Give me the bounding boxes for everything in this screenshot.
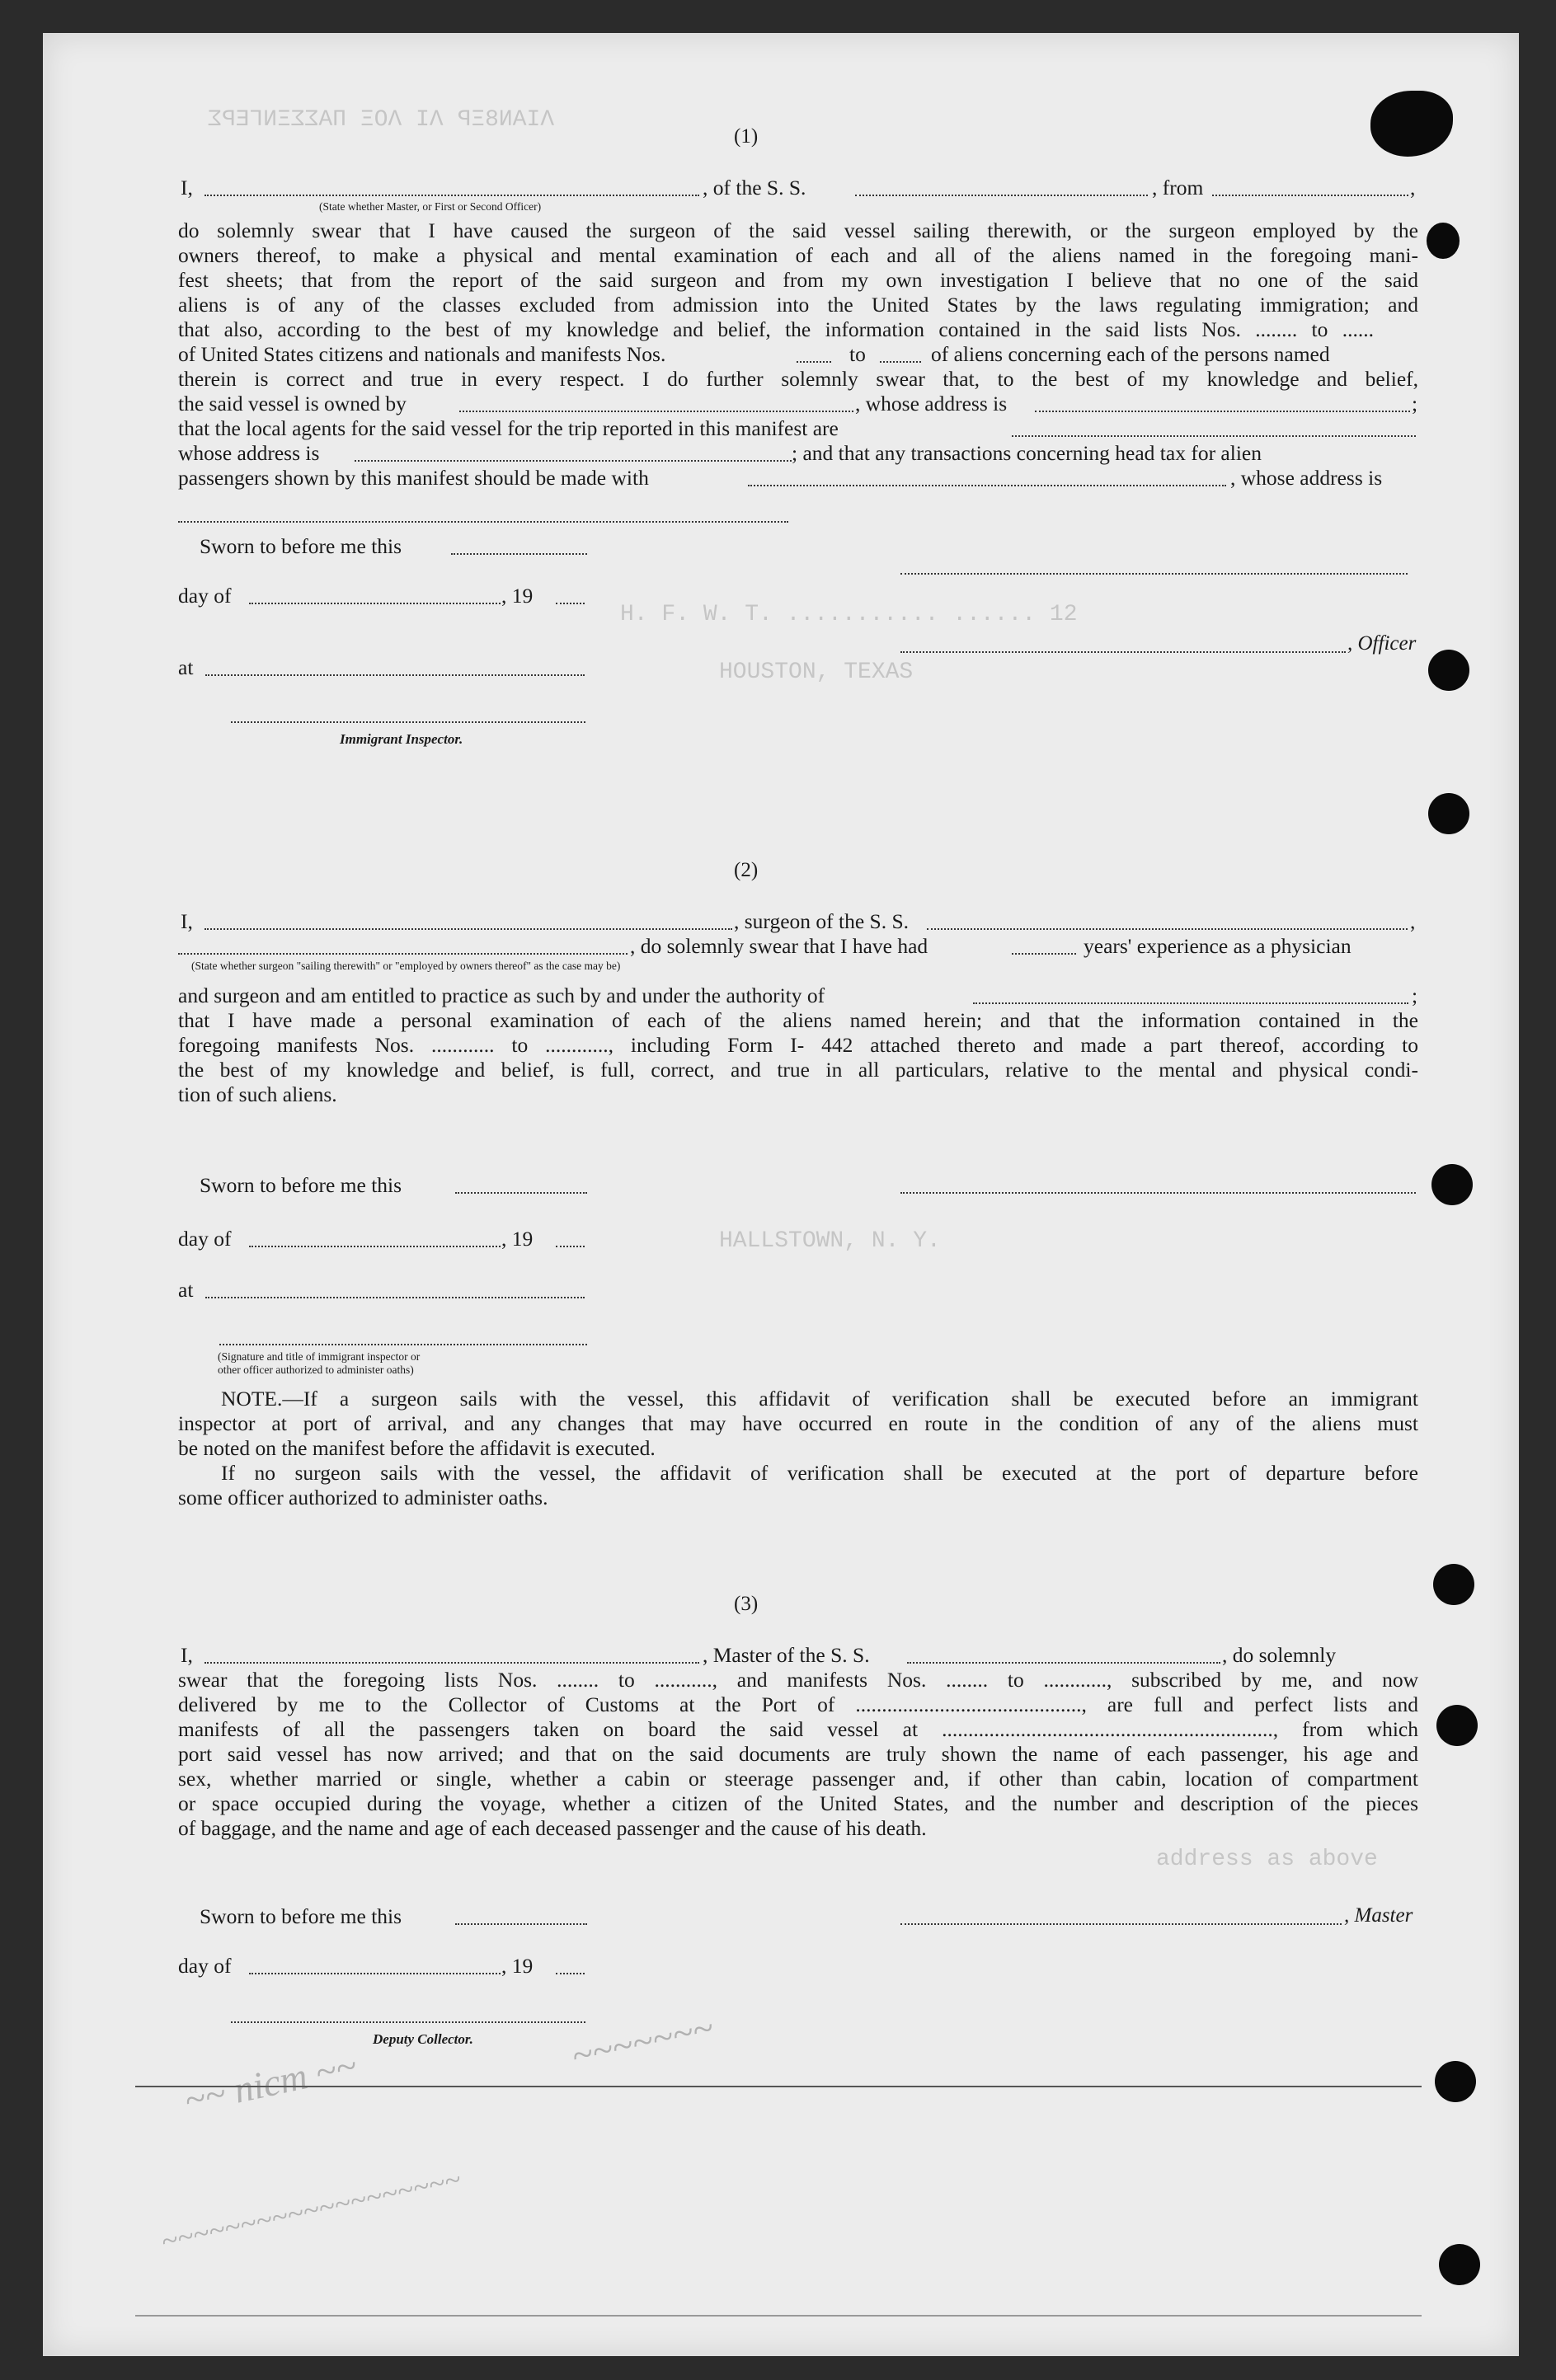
semicolon: ; bbox=[1412, 983, 1418, 1007]
bleed-through-text: address as above bbox=[1156, 1847, 1378, 1872]
to-label: to bbox=[849, 342, 866, 366]
section-1-para-line: fest sheets; that from the report of the said surgeon and from my own investigation I believe that no one of the said bbox=[178, 268, 1418, 292]
sworn-label: Sworn to before me this bbox=[200, 1173, 402, 1197]
sworn-date-field[interactable] bbox=[455, 1192, 587, 1194]
surgeon-name-field[interactable] bbox=[204, 928, 732, 930]
surgeon-vessel-field[interactable] bbox=[927, 928, 1408, 930]
master-name-field[interactable] bbox=[204, 1662, 699, 1664]
day-month-field[interactable] bbox=[249, 603, 501, 604]
day-of-label: day of bbox=[178, 1954, 232, 1978]
deputy-collector-label: Deputy Collector. bbox=[373, 2031, 473, 2047]
sworn-date-field[interactable] bbox=[455, 1923, 587, 1925]
at-place-field[interactable] bbox=[205, 1297, 585, 1298]
whose-address-label: , whose address is bbox=[855, 392, 1008, 415]
section-3-number: (3) bbox=[734, 1593, 759, 1615]
whose-address-label: , whose address is bbox=[1230, 466, 1383, 490]
vessel-name-field[interactable] bbox=[855, 195, 1148, 196]
manifest-to-field[interactable] bbox=[880, 361, 921, 363]
form-page bbox=[43, 33, 1519, 2356]
section-3-para-line: or space occupied during the voyage, whether a citizen of the United States, and the number and description of the pieces bbox=[178, 1791, 1418, 1815]
section-3-para-line: delivered by me to the Collector of Customs at the Port of ..........................................., are full and perfect lists and bbox=[178, 1692, 1418, 1716]
year-field[interactable] bbox=[556, 1246, 585, 1247]
handwriting-mark: ~~~~~~~ bbox=[567, 2006, 717, 2077]
bottom-rule bbox=[135, 2315, 1422, 2317]
section-1-para-line: do solemnly swear that I have caused the surgeon of the said vessel sailing therewith, or the surgeon employed by the bbox=[178, 218, 1418, 242]
surgeon-status-field[interactable] bbox=[178, 953, 628, 955]
comma: , bbox=[1410, 909, 1416, 933]
day-month-field[interactable] bbox=[249, 1973, 501, 1974]
sworn-date-field[interactable] bbox=[451, 553, 587, 555]
from-port-field[interactable] bbox=[1212, 195, 1408, 196]
comma: , bbox=[1410, 176, 1416, 200]
authorized-signature-field[interactable] bbox=[219, 1344, 587, 1345]
at-place-field[interactable] bbox=[205, 674, 585, 676]
bleed-through-text: H. F. W. T. ........... ...... 12 bbox=[620, 602, 1078, 627]
local-agents-label: that the local agents for the said vessel for the trip reported in this manifest are bbox=[178, 416, 839, 440]
manifest-from-field[interactable] bbox=[797, 361, 831, 363]
bleed-through-text: HOUSTON, TEXAS bbox=[719, 660, 914, 685]
bleed-through-text: ΛΙΑΝ8ΞΡ ΛΙ ΛΟΞ ΠΑΣΣΞΝΓΕΡΣ bbox=[208, 107, 555, 133]
torn-corner bbox=[1427, 223, 1460, 259]
from-label: , from bbox=[1152, 176, 1204, 200]
section-3-para-line: sex, whether married or single, whether a cabin or steerage passenger and, if other than cabin, location of compartment bbox=[178, 1767, 1418, 1791]
head-tax-label: ; and that any transactions concerning head tax for alien bbox=[792, 441, 1262, 465]
i-label: I, bbox=[181, 909, 193, 933]
year-label: , 19 bbox=[501, 1227, 534, 1251]
head-tax-agent-field[interactable] bbox=[748, 485, 1226, 486]
years-experience-label: years' experience as a physician bbox=[1084, 934, 1352, 958]
section-2-number: (2) bbox=[734, 859, 759, 881]
section-3-para-line: port said vessel has now arrived; and that on the said documents are truly shown the name of each passenger, his age and bbox=[178, 1742, 1418, 1766]
at-label: at bbox=[178, 655, 194, 679]
punch-hole bbox=[1433, 1564, 1474, 1605]
of-ss-label: , of the S. S. bbox=[703, 176, 806, 200]
signature-caption: (Signature and title of immigrant inspector or bbox=[218, 1350, 421, 1363]
i-label: I, bbox=[181, 1643, 193, 1667]
master-signature-field[interactable] bbox=[900, 1923, 1342, 1925]
surgeon-signature-field[interactable] bbox=[900, 1192, 1416, 1194]
master-of-ss-label: , Master of the S. S. bbox=[703, 1643, 870, 1667]
surgeon-of-ss-label: , surgeon of the S. S. bbox=[734, 909, 910, 933]
year-label: , 19 bbox=[501, 1954, 534, 1978]
section-2-para-line: foregoing manifests Nos. ............ to ............, including Form I- 442 attached thereto and made a part thereof, according to bbox=[178, 1033, 1418, 1057]
agent-address-label: whose address is bbox=[178, 441, 320, 465]
bottom-rule bbox=[135, 2086, 1422, 2087]
years-experience-field[interactable] bbox=[1012, 953, 1076, 955]
officer-signature-field[interactable] bbox=[900, 573, 1408, 575]
handwriting-mark: ~~ nicm ~~ bbox=[181, 2044, 360, 2122]
local-agents-field[interactable] bbox=[1012, 435, 1416, 437]
punch-hole bbox=[1436, 1705, 1478, 1746]
head-tax-address-field[interactable] bbox=[178, 521, 788, 523]
handwriting-mark: ~~~~~~~~~~~~~~~~~~~ bbox=[157, 2162, 464, 2259]
inspector-signature-field[interactable] bbox=[231, 721, 585, 723]
surgeon-status-caption: (State whether surgeon "sailing therewith" or "employed by owners thereof" as the case may be) bbox=[191, 960, 621, 972]
punch-hole bbox=[1428, 650, 1469, 691]
owned-by-label: the said vessel is owned by bbox=[178, 392, 407, 415]
agent-address-field[interactable] bbox=[355, 460, 792, 462]
section-1-number: (1) bbox=[734, 125, 759, 148]
semicolon: ; bbox=[1412, 392, 1418, 415]
authority-field[interactable] bbox=[973, 1002, 1408, 1004]
year-field[interactable] bbox=[556, 1973, 585, 1974]
year-field[interactable] bbox=[556, 603, 585, 604]
year-label: , 19 bbox=[501, 584, 534, 608]
section-1-para-line: aliens is of any of the classes excluded from admission into the United States by the laws regulating immigration; and bbox=[178, 293, 1418, 317]
section-1-para-line: that also, according to the best of my knowledge and belief, the information contained in the said lists Nos. ........ to ...... bbox=[178, 317, 1374, 341]
note-line: If no surgeon sails with the vessel, the affidavit of verification shall be executed at the port of departure before bbox=[221, 1461, 1418, 1485]
solemnly-swear-label: , do solemnly swear that I have had bbox=[630, 934, 928, 958]
section-3-para-line: of baggage, and the name and age of each deceased passenger and the cause of his death. bbox=[178, 1816, 927, 1840]
section-3-para-line: manifests of all the passengers taken on board the said vessel at ..............................................................., from which bbox=[178, 1717, 1418, 1741]
owner-address-field[interactable] bbox=[1035, 411, 1410, 412]
punch-hole bbox=[1428, 793, 1469, 834]
immigrant-inspector-label: Immigrant Inspector. bbox=[340, 731, 463, 747]
section-3-para-line: swear that the foregoing lists Nos. ........ to ..........., and manifests Nos. ........ to ............, subscribed by me, and now bbox=[178, 1668, 1418, 1692]
bleed-through-text: HALLSTOWN, N. Y. bbox=[719, 1228, 941, 1254]
day-of-label: day of bbox=[178, 1227, 232, 1251]
punch-hole bbox=[1439, 2244, 1480, 2285]
section-1-para-line: therein is correct and true in every respect. I do further solemnly swear that, to the best of my knowledge and belief, bbox=[178, 367, 1418, 391]
deputy-collector-signature-field[interactable] bbox=[231, 2021, 585, 2023]
passengers-label: passengers shown by this manifest should be made with bbox=[178, 466, 649, 490]
owner-field[interactable] bbox=[459, 411, 853, 412]
section-2-para-line: that I have made a personal examination of each of the aliens named herein; and that the information contained in the bbox=[178, 1008, 1418, 1032]
sworn-label: Sworn to before me this bbox=[200, 534, 402, 558]
officer-label: , Officer bbox=[1347, 632, 1417, 655]
note-line: some officer authorized to administer oaths. bbox=[178, 1486, 548, 1509]
authority-label: and surgeon and am entitled to practice as such by and under the authority of bbox=[178, 983, 825, 1007]
punch-hole bbox=[1431, 1164, 1473, 1205]
section-1-para-line: owners thereof, to make a physical and mental examination of each and all of the aliens named in the foregoing mani- bbox=[178, 243, 1418, 267]
do-solemnly-label: , do solemnly bbox=[1222, 1643, 1337, 1667]
officer-caption: (State whether Master, or First or Second Officer) bbox=[319, 200, 542, 213]
aliens-label: of aliens concerning each of the persons named bbox=[931, 342, 1330, 366]
officer-line-field[interactable] bbox=[900, 651, 1346, 653]
master-vessel-field[interactable] bbox=[907, 1662, 1220, 1664]
master-label: , Master bbox=[1344, 1904, 1413, 1927]
day-of-label: day of bbox=[178, 584, 232, 608]
signature-caption: other officer authorized to administer oaths) bbox=[218, 1364, 414, 1376]
i-label: I, bbox=[181, 176, 193, 200]
officer-name-field[interactable] bbox=[204, 195, 699, 196]
section-2-para-line: the best of my knowledge and belief, is full, correct, and true in all particulars, relative to the mental and physical condi- bbox=[178, 1058, 1418, 1082]
sworn-label: Sworn to before me this bbox=[200, 1904, 402, 1928]
at-label: at bbox=[178, 1278, 194, 1302]
punch-hole bbox=[1435, 2061, 1476, 2102]
section-2-para-line: tion of such aliens. bbox=[178, 1082, 337, 1106]
note-line: inspector at port of arrival, and any changes that may have occurred en route in the condition of any of the aliens must bbox=[178, 1411, 1418, 1435]
note-line: be noted on the manifest before the affidavit is executed. bbox=[178, 1436, 656, 1460]
note-line: NOTE.—If a surgeon sails with the vessel, this affidavit of verification shall be executed before an immigrant bbox=[221, 1387, 1418, 1411]
day-month-field[interactable] bbox=[249, 1246, 501, 1247]
citizens-manifest-label: of United States citizens and nationals and manifests Nos. bbox=[178, 342, 666, 366]
